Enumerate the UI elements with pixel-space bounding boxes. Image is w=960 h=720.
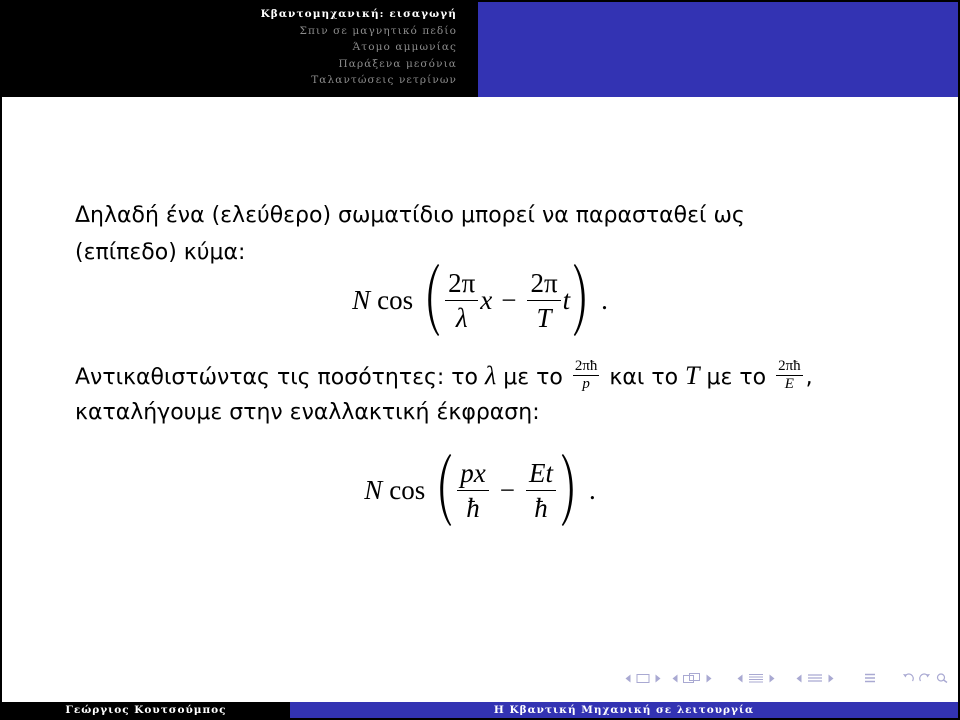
nav-section-spin-magnetic-field[interactable]: Σπιν σε μαγνητικό πεδίο [299,24,457,37]
fraction-Et-over-hbar [526,458,556,523]
arrow-left-icon[interactable] [796,674,802,683]
search-icon[interactable] [936,673,948,683]
arrow-left-icon[interactable] [672,674,678,683]
left-parenthesis [422,263,440,337]
math-function-cos: cos [389,474,426,505]
math-coefficient: N [352,284,371,315]
fraction-numerator: 2πħ [574,357,598,374]
math-operator-minus: − [501,284,517,315]
slide-header [2,2,958,97]
fraction-numerator: Et [526,458,556,491]
math-operator-minus: − [499,474,515,505]
footer-author: Γεώργιος Κουτσούμπος [65,704,227,716]
arrow-right-icon[interactable] [828,674,834,683]
arrow-left-icon[interactable] [625,674,631,683]
fraction-denominator: E [784,375,794,392]
nav-slide-group [625,673,661,683]
left-parenthesis [434,453,452,527]
text-segment: με το [699,365,774,390]
nav-section-neutrino-oscillations[interactable]: Ταλαντώσεις νετρίνων [311,74,457,86]
fraction-numerator: 2π [445,268,478,301]
paragraph-free-particle [75,197,745,271]
nav-section-group [796,673,834,683]
nav-toc-group [864,673,876,683]
text-segment: , [805,365,813,390]
section-icon[interactable] [807,673,823,683]
math-symbol-T: T [685,361,700,390]
text-segment: και το [602,365,686,390]
nav-frame-group [672,673,712,683]
paragraph-line: (επίπεδο) κύμα: [75,240,246,265]
footer-author-panel [2,702,290,718]
slide-icon[interactable] [636,674,650,683]
math-variable-x: x [480,284,493,315]
subsection-icon[interactable] [748,673,764,683]
math-variable-t: t [562,284,571,315]
frame-icon[interactable] [683,673,701,683]
paragraph-line [75,357,813,394]
fraction-numerator: 2πħ [778,357,801,374]
nav-history-group [902,673,948,683]
equation-momentum-energy-form [2,452,958,528]
right-parenthesis [573,263,591,337]
back-icon[interactable] [902,673,914,683]
fraction-denominator: λ [455,302,468,333]
fraction-denominator: T [536,302,552,333]
header-blue-panel [478,2,958,97]
fraction-numerator: 2π [527,268,560,301]
paragraph-line: καταλήγουμε στην εναλλακτική έκφραση: [75,400,540,425]
right-parenthesis [561,453,579,527]
fraction-denominator: p [582,375,590,392]
math-period: . [601,284,608,315]
arrow-left-icon[interactable] [737,674,743,683]
paragraph-line: Δηλαδή ένα (ελεύθερο) σωματίδιο μπορεί να παρασταθεί ως [75,203,745,228]
fraction-numerator: px [457,458,488,491]
equation-plane-wave [2,262,958,338]
nav-section-strange-mesons[interactable]: Παράξενα μεσόνια [338,57,457,70]
nav-section-ammonia-atom[interactable]: Άτομο αμμωνίας [352,41,457,53]
math-period: . [588,474,596,505]
text-segment: με το [496,365,570,390]
fraction-denominator: ħ [466,492,480,523]
forward-icon[interactable] [919,673,931,683]
text-segment: Αντικαθιστώντας τις ποσότητες: το [75,365,485,390]
arrow-right-icon[interactable] [655,674,661,683]
arrow-right-icon[interactable] [706,674,712,683]
slide-footer [2,702,958,718]
fraction-2pi-over-T [527,268,560,333]
fraction-denominator: ħ [534,492,548,523]
math-symbol-lambda: λ [485,361,497,390]
nav-section-quantum-mechanics-intro[interactable]: Κβαντομηχανική: εισαγωγή [260,8,457,20]
fraction-px-over-hbar [457,458,488,523]
nav-subsection-group [737,673,775,683]
math-coefficient: N [364,474,383,505]
toc-icon[interactable] [864,673,876,683]
section-navigation [2,2,478,97]
footer-title: Η Κβαντική Μηχανική σε λειτουργία [493,704,755,716]
fraction-2pi-over-lambda [445,268,478,333]
arrow-right-icon[interactable] [769,674,775,683]
inline-fraction-2pi-hbar-over-E [776,359,803,392]
math-function-cos: cos [377,284,414,315]
inline-fraction-2pi-hbar-over-p [573,359,600,392]
paragraph-substitution [75,357,813,431]
footer-title-panel [290,702,958,718]
